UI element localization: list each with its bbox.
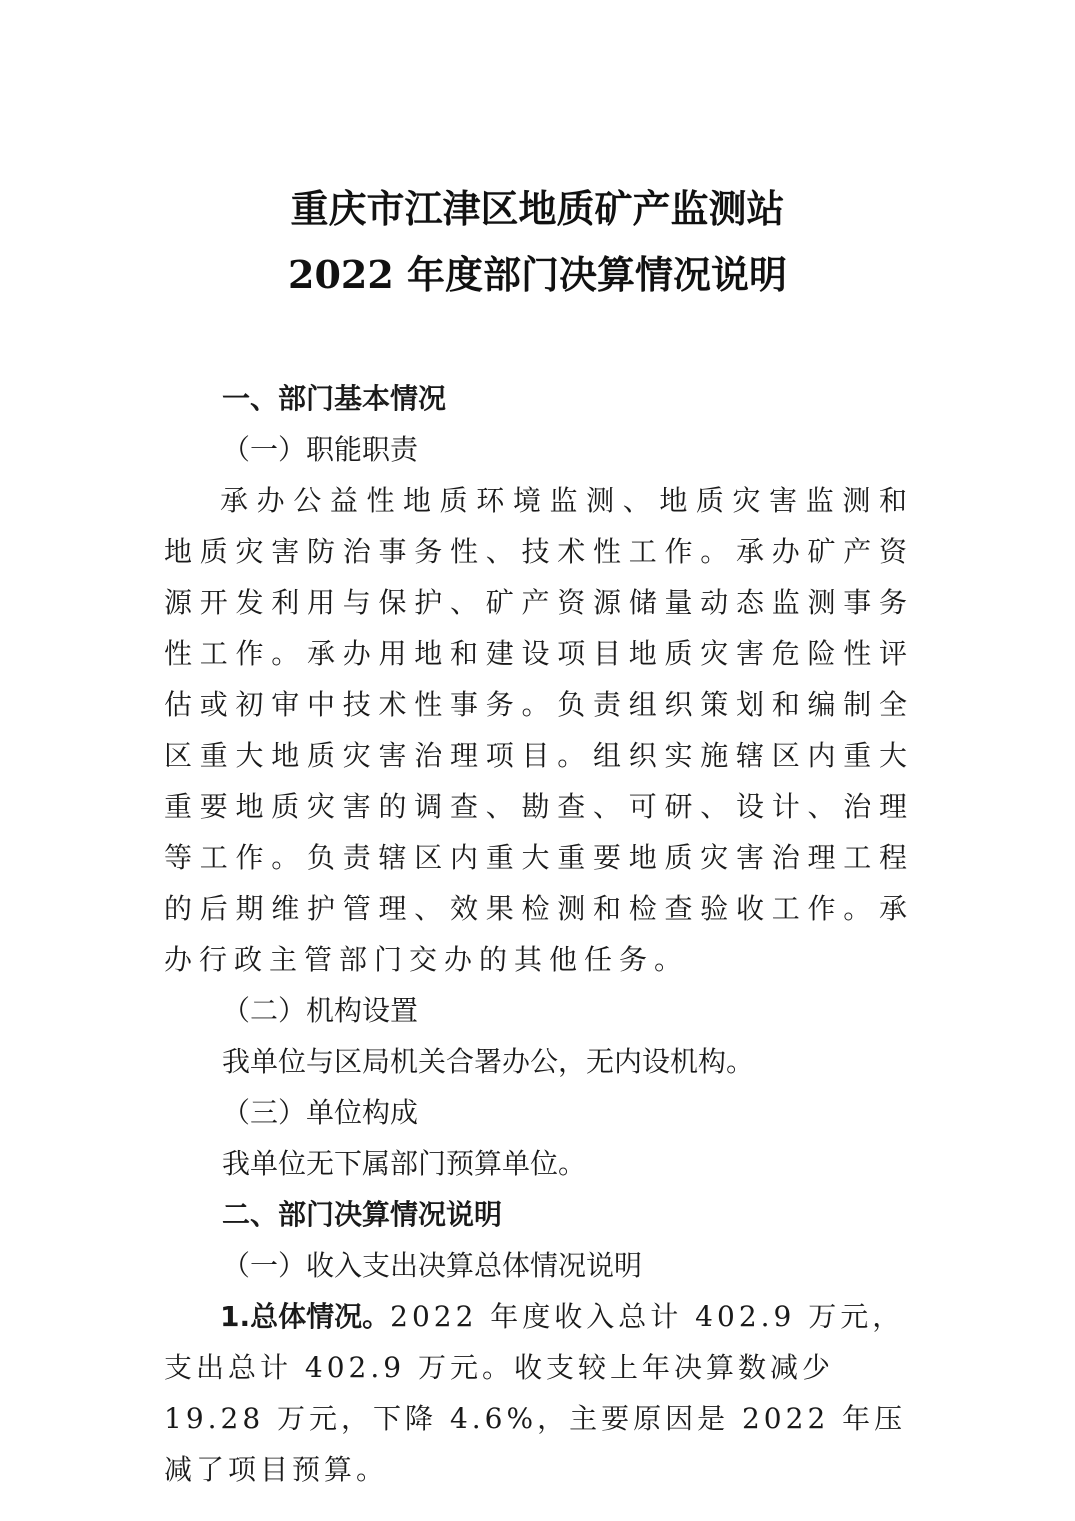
section2-sub1-paragraph [164,1291,914,1495]
section2-sub1-lead: 1.总体情况。 [220,1300,391,1333]
section2-sub1-text: 2022 年度收入总计 402.9 万元，支出总计 402.9 万元。收支较上年决算数减少 19.28 万元，下降 4.6%，主要原因是 2022 年压减了项目预算。 [164,1300,907,1486]
section1-heading: 一、部门基本情况 [222,382,447,415]
document-title-line2: 2022 年度部门决算情况说明 [288,252,787,297]
document-title-line1: 重庆市江津区地质矿产监测站 [290,186,785,231]
section2-sub1-heading: （一）收入支出决算总体情况说明 [222,1249,643,1282]
section1-sub1-paragraph: 承办公益性地质环境监测、地质灾害监测和地质灾害防治事务性、技术性工作。承办矿产资源开发利用与保护、矿产资源储量动态监测事务性工作。承办用地和建设项目地质灾害危险性评估或初审中技术性事务。负责组织策划和编制全区重大地质灾害治理项目。组织实施辖区内重大重要地质灾害的调查、勘查、可研、设计、治理等工作。负责辖区内重大重要地质灾害治理工程的后期维护管理、效果检测和检查验收工作。承办行政主管部门交办的其他任务。 [164,484,914,976]
section1-sub3-heading: （三）单位构成 [222,1096,419,1129]
document-body [164,373,914,1495]
section1-sub2-paragraph: 我单位与区局机关合署办公，无内设机构。 [222,1045,755,1078]
section2-heading: 二、部门决算情况说明 [222,1198,503,1231]
section1-sub2-heading: （二）机构设置 [222,994,419,1027]
section1-sub3-paragraph: 我单位无下属部门预算单位。 [222,1147,587,1180]
section1-sub1-heading: （一）职能职责 [222,433,419,466]
